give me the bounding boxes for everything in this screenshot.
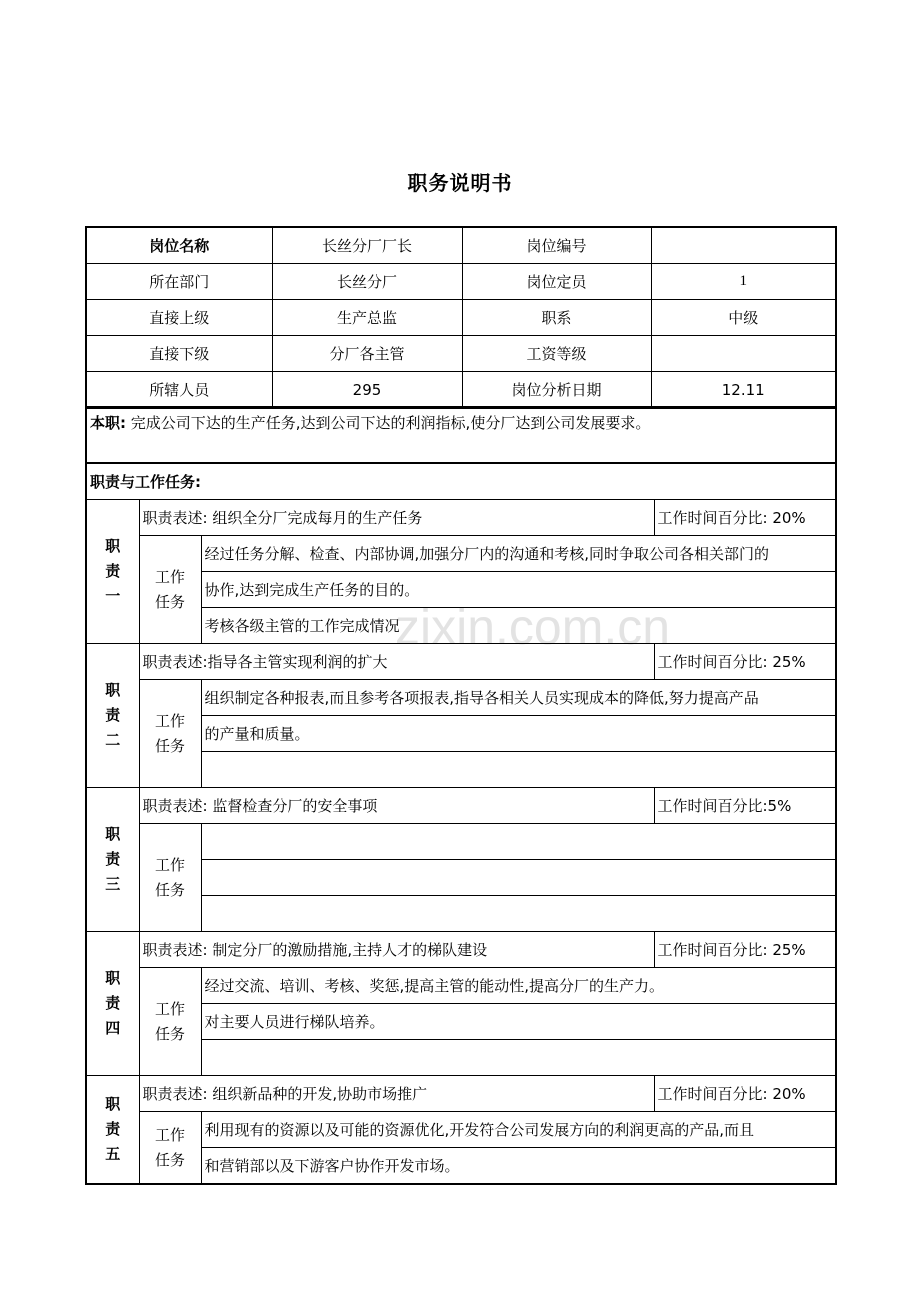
info-value — [651, 227, 836, 264]
task-text — [201, 824, 836, 860]
info-key: 工资等级 — [462, 336, 651, 372]
duties-header-row — [86, 463, 836, 500]
duty-description: 职责表述:指导各主管实现利润的扩大 — [139, 644, 654, 680]
summary-label: 本职: — [90, 414, 126, 432]
task-row — [86, 824, 836, 860]
task-text: 组织制定各种报表,而且参考各项报表,指导各相关人员实现成本的降低,努力提高产品 — [201, 680, 836, 716]
task-text: 考核各级主管的工作完成情况 — [201, 608, 836, 644]
duties-table — [85, 406, 837, 1185]
table-row — [86, 300, 836, 336]
summary-text: 完成公司下达的生产任务,达到公司下达的利润指标,使分厂达到公司发展要求。 — [130, 414, 651, 432]
info-key: 岗位定员 — [462, 264, 651, 300]
info-value: 长丝分厂厂长 — [272, 227, 462, 264]
task-row — [86, 680, 836, 716]
task-label: 工作 任务 — [139, 536, 201, 644]
info-key: 直接上级 — [86, 300, 272, 336]
duty-description: 职责表述: 组织新品种的开发,协助市场推广 — [139, 1076, 654, 1112]
info-value: 生产总监 — [272, 300, 462, 336]
task-text — [201, 1040, 836, 1076]
duty-label: 职 责 三 — [86, 788, 139, 932]
duty-description: 职责表述: 组织全分厂完成每月的生产任务 — [139, 500, 654, 536]
duty-description: 职责表述: 制定分厂的激励措施,主持人才的梯队建设 — [139, 932, 654, 968]
task-label: 工作 任务 — [139, 824, 201, 932]
position-info-table — [85, 226, 837, 409]
duty-label: 职 责 二 — [86, 644, 139, 788]
task-label: 工作 任务 — [139, 1112, 201, 1185]
task-text: 经过交流、培训、考核、奖惩,提高主管的能动性,提高分厂的生产力。 — [201, 968, 836, 1004]
info-key: 职系 — [462, 300, 651, 336]
task-row — [86, 1112, 836, 1148]
table-row — [86, 227, 836, 264]
task-row — [86, 536, 836, 572]
task-text: 的产量和质量。 — [201, 716, 836, 752]
info-key: 岗位名称 — [86, 227, 272, 264]
info-value: 1 — [651, 264, 836, 300]
info-key: 所辖人员 — [86, 372, 272, 409]
table-row — [86, 372, 836, 409]
duty-label: 职 责 一 — [86, 500, 139, 644]
table-row — [86, 336, 836, 372]
duty-label: 职 责 五 — [86, 1076, 139, 1185]
duty-row — [86, 788, 836, 824]
task-label: 工作 任务 — [139, 968, 201, 1076]
task-text — [201, 860, 836, 896]
duty-row — [86, 1076, 836, 1112]
duty-time-percent: 工作时间百分比: 20% — [654, 500, 836, 536]
table-row — [86, 264, 836, 300]
duty-label: 职 责 四 — [86, 932, 139, 1076]
task-text — [201, 896, 836, 932]
info-value: 中级 — [651, 300, 836, 336]
task-row — [86, 968, 836, 1004]
task-text: 对主要人员进行梯队培养。 — [201, 1004, 836, 1040]
info-key: 岗位分析日期 — [462, 372, 651, 409]
duty-row — [86, 500, 836, 536]
info-key: 所在部门 — [86, 264, 272, 300]
task-label: 工作 任务 — [139, 680, 201, 788]
summary-row — [86, 407, 836, 464]
duty-row — [86, 644, 836, 680]
info-value: 12.11 — [651, 372, 836, 409]
watermark: zixin.com.cn — [395, 599, 671, 655]
duty-row — [86, 932, 836, 968]
info-value: 分厂各主管 — [272, 336, 462, 372]
task-text: 和营销部以及下游客户协作开发市场。 — [201, 1148, 836, 1185]
duty-time-percent: 工作时间百分比: 25% — [654, 932, 836, 968]
duty-description: 职责表述: 监督检查分厂的安全事项 — [139, 788, 654, 824]
info-key: 直接下级 — [86, 336, 272, 372]
task-text: 协作,达到完成生产任务的目的。 — [201, 572, 836, 608]
duty-time-percent: 工作时间百分比:5% — [654, 788, 836, 824]
task-text: 经过任务分解、检查、内部协调,加强分厂内的沟通和考核,同时争取公司各相关部门的 — [201, 536, 836, 572]
task-text — [201, 752, 836, 788]
duties-header: 职责与工作任务: — [86, 463, 836, 500]
info-key: 岗位编号 — [462, 227, 651, 264]
duty-time-percent: 工作时间百分比: 25% — [654, 644, 836, 680]
info-value — [651, 336, 836, 372]
task-text: 利用现有的资源以及可能的资源优化,开发符合公司发展方向的利润更高的产品,而且 — [201, 1112, 836, 1148]
duty-time-percent: 工作时间百分比: 20% — [654, 1076, 836, 1112]
page-title: 职务说明书 — [407, 171, 513, 195]
info-value: 长丝分厂 — [272, 264, 462, 300]
info-value: 295 — [272, 372, 462, 409]
